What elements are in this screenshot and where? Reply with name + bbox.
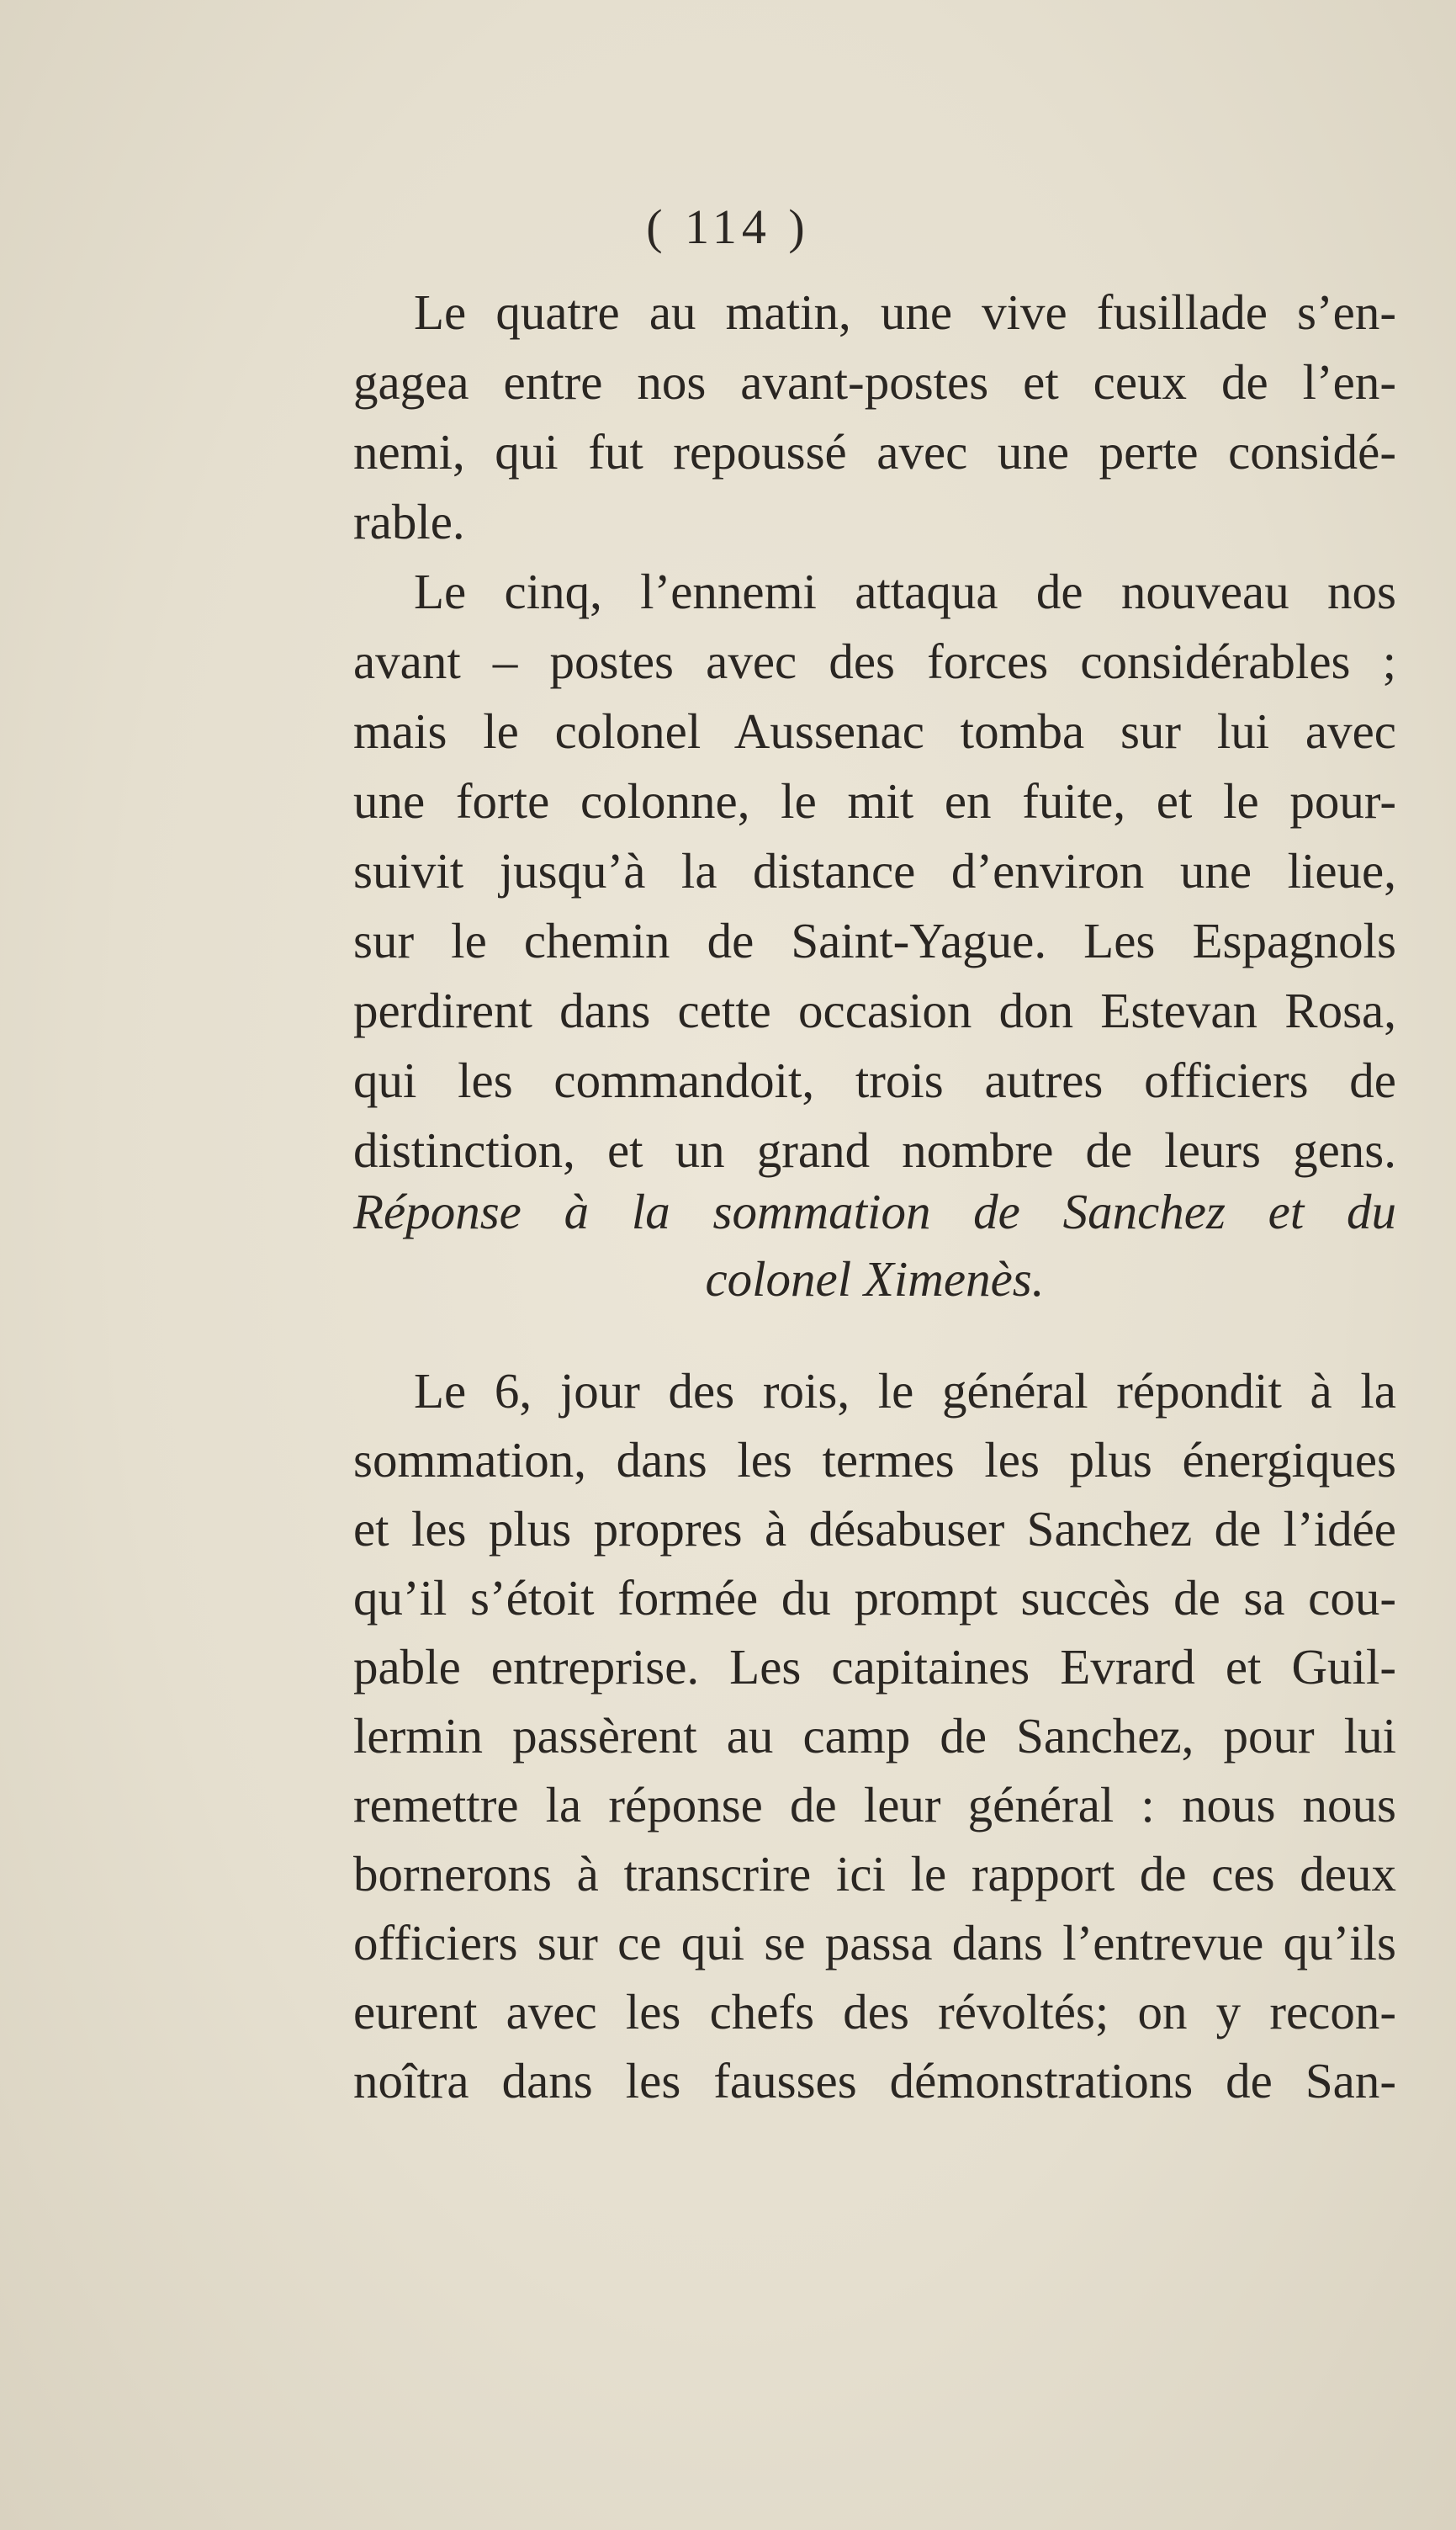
paragraph-line: qui les commandoit, trois autres officiers de bbox=[353, 1053, 1396, 1108]
paragraph-line: pable entreprise. Les capitaines Evrard et Guil- bbox=[353, 1639, 1396, 1695]
paragraph-line: avant – postes avec des forces considérables ; bbox=[353, 634, 1396, 689]
paragraph-line: rable. bbox=[353, 494, 465, 549]
paragraph-line: nemi, qui fut repoussé avec une perte considé- bbox=[353, 424, 1396, 480]
paragraph-line: une forte colonne, le mit en fuite, et le pour- bbox=[353, 773, 1396, 829]
section-heading-line: Réponse à la sommation de Sanchez et du bbox=[353, 1184, 1396, 1239]
body-text-top bbox=[353, 278, 1396, 1185]
body-text-bottom bbox=[353, 1356, 1396, 2115]
paragraph-line: et les plus propres à désabuser Sanchez de l’idée bbox=[353, 1501, 1396, 1557]
paragraph-line: gagea entre nos avant-postes et ceux de l’en- bbox=[353, 354, 1396, 410]
paragraph-line: eurent avec les chefs des révoltés; on y recon- bbox=[353, 1984, 1396, 2039]
paragraph-line: bornerons à transcrire ici le rapport de ces deux bbox=[353, 1846, 1396, 1901]
paragraph-line: remettre la réponse de leur général : nous nous bbox=[353, 1777, 1396, 1833]
paragraph-line: noîtra dans les fausses démonstrations de San- bbox=[353, 2053, 1396, 2108]
paragraph-line: officiers sur ce qui se passa dans l’entrevue qu’ils bbox=[353, 1915, 1396, 1970]
paragraph-line: Le 6, jour des rois, le général répondit à la bbox=[414, 1363, 1396, 1419]
paragraph-line: sommation, dans les termes les plus énergiques bbox=[353, 1432, 1396, 1488]
paragraph-line: qu’il s’étoit formée du prompt succès de sa cou- bbox=[353, 1570, 1396, 1626]
paragraph-line: Le quatre au matin, une vive fusillade s’en- bbox=[414, 284, 1396, 340]
paragraph-line: perdirent dans cette occasion don Estevan Rosa, bbox=[353, 983, 1396, 1038]
paragraph-line: Le cinq, l’ennemi attaqua de nouveau nos bbox=[414, 564, 1396, 619]
section-heading-line: colonel Ximenès. bbox=[705, 1251, 1045, 1307]
paragraph-line: lermin passèrent au camp de Sanchez, pour lui bbox=[353, 1708, 1396, 1764]
paragraph-line: suivit jusqu’à la distance d’environ une lieue, bbox=[353, 843, 1396, 899]
section-heading bbox=[353, 1178, 1396, 1313]
page-number: ( 114 ) bbox=[646, 199, 810, 254]
paragraph-line: sur le chemin de Saint-Yague. Les Espagnols bbox=[353, 913, 1396, 968]
paragraph-line: distinction, et un grand nombre de leurs gens. bbox=[353, 1122, 1396, 1178]
paragraph-line: mais le colonel Aussenac tomba sur lui avec bbox=[353, 703, 1396, 759]
